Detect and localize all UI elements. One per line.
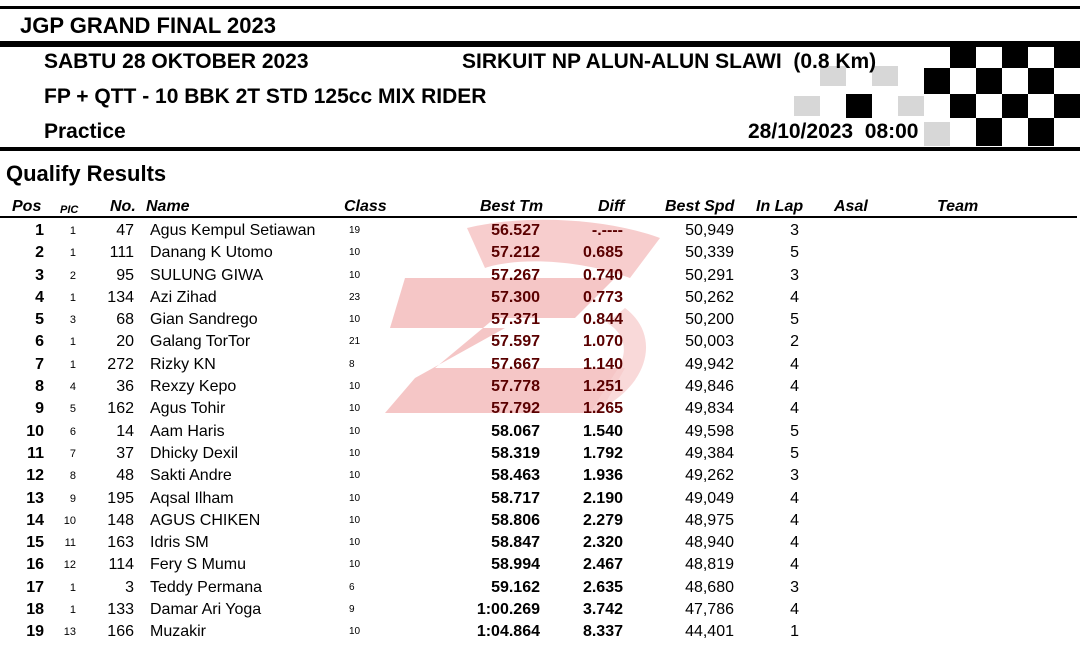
name-cell: SULUNG GIWA — [150, 266, 264, 284]
best-time-cell: 58.067 — [491, 422, 540, 440]
best-time-cell: 58.717 — [491, 489, 540, 507]
pos-cell: 15 — [26, 534, 44, 552]
pic-cell: 10 — [63, 514, 76, 527]
number-cell: 272 — [107, 355, 134, 373]
best-time-cell: 58.463 — [491, 467, 540, 485]
pic-cell: 3 — [69, 314, 76, 327]
diff-cell: 0.685 — [582, 244, 623, 262]
col-header-name: Name — [146, 198, 190, 215]
table-row — [0, 287, 1080, 309]
col-header-team: Team — [937, 198, 979, 215]
diff-cell: 2.320 — [582, 534, 623, 552]
best-speed-cell: 49,846 — [685, 378, 734, 396]
best-time-cell: 58.319 — [491, 444, 540, 462]
class-cell: 19 — [349, 225, 361, 236]
best-speed-cell: 50,003 — [685, 333, 734, 351]
name-cell: Teddy Permana — [150, 578, 263, 596]
in-lap-cell: 4 — [790, 400, 799, 418]
table-row — [0, 220, 1080, 242]
name-cell: Aam Haris — [150, 422, 225, 440]
in-lap-cell: 5 — [790, 422, 799, 440]
class-cell: 10 — [349, 492, 361, 504]
pos-cell: 3 — [35, 266, 44, 284]
pic-cell: 1 — [69, 336, 76, 349]
pic-cell: 6 — [69, 425, 76, 438]
best-speed-cell: 50,339 — [685, 244, 734, 262]
session-name: Practice — [44, 120, 126, 143]
number-cell: 3 — [125, 578, 134, 596]
class-cell: 10 — [349, 403, 361, 415]
table-row — [0, 265, 1080, 287]
pic-cell: 5 — [69, 403, 76, 416]
table-row — [0, 398, 1080, 420]
number-cell: 20 — [116, 333, 134, 351]
best-time-cell: 57.371 — [491, 311, 540, 329]
table-row — [0, 354, 1080, 376]
class-cell: 6 — [349, 581, 355, 593]
best-speed-cell: 44,401 — [685, 623, 734, 641]
number-cell: 48 — [116, 467, 134, 485]
col-header-best-spd: Best Spd — [665, 198, 735, 215]
number-cell: 166 — [107, 623, 134, 641]
table-row — [0, 577, 1080, 599]
class-cell: 10 — [349, 447, 361, 459]
col-header-no: No. — [110, 198, 136, 215]
best-speed-cell: 50,949 — [685, 222, 734, 239]
best-speed-cell: 49,942 — [685, 355, 734, 373]
best-speed-cell: 48,940 — [685, 534, 734, 552]
diff-cell: 2.467 — [582, 556, 623, 574]
event-class: FP + QTT - 10 BBK 2T STD 125cc MIX RIDER — [44, 85, 487, 108]
best-speed-cell: 50,200 — [685, 311, 734, 329]
pic-cell: 1 — [69, 291, 76, 304]
class-cell: 8 — [349, 358, 355, 370]
best-speed-cell: 48,819 — [685, 556, 734, 574]
pos-cell: 14 — [26, 511, 44, 529]
name-cell: Damar Ari Yoga — [150, 601, 262, 619]
table-row — [0, 443, 1080, 465]
name-cell: Rexzy Kepo — [150, 378, 237, 396]
class-cell: 10 — [349, 425, 361, 437]
pos-cell: 19 — [26, 623, 44, 641]
class-cell: 10 — [349, 470, 361, 482]
best-speed-cell: 49,834 — [685, 400, 734, 418]
table-row — [0, 488, 1080, 510]
number-cell: 133 — [107, 601, 134, 619]
pic-cell: 1 — [69, 225, 76, 237]
number-cell: 47 — [116, 222, 134, 239]
pic-cell: 1 — [69, 604, 76, 617]
pos-cell: 17 — [26, 578, 44, 596]
table-row — [0, 242, 1080, 264]
diff-cell: 8.337 — [582, 623, 623, 641]
name-cell: Gian Sandrego — [150, 311, 258, 329]
pic-cell: 1 — [69, 358, 76, 371]
col-header-pos: Pos — [12, 198, 42, 215]
pic-cell: 13 — [63, 626, 76, 639]
section-rule — [0, 147, 1080, 151]
in-lap-cell: 5 — [790, 311, 799, 329]
name-cell: Idris SM — [150, 534, 209, 552]
in-lap-cell: 3 — [790, 467, 799, 485]
circuit-name: SIRKUIT NP ALUN-ALUN SLAWI (0.8 Km) — [462, 50, 877, 73]
pos-cell: 11 — [27, 444, 44, 462]
class-cell: 10 — [349, 514, 361, 526]
in-lap-cell: 4 — [790, 601, 799, 619]
pos-cell: 4 — [35, 288, 44, 306]
results-table — [0, 220, 1080, 644]
number-cell: 68 — [116, 311, 134, 329]
in-lap-cell: 5 — [790, 244, 799, 262]
diff-cell: 2.635 — [582, 578, 623, 596]
diff-cell: 2.279 — [582, 511, 623, 529]
name-cell: Agus Tohir — [150, 400, 226, 418]
best-speed-cell: 49,384 — [685, 444, 734, 462]
pos-cell: 6 — [35, 333, 44, 351]
name-cell: Sakti Andre — [150, 467, 232, 485]
name-cell: Agus Kempul Setiawan — [150, 222, 316, 239]
in-lap-cell: 4 — [790, 378, 799, 396]
pos-cell: 9 — [35, 400, 44, 418]
pos-cell: 7 — [35, 355, 44, 373]
name-cell: Danang K Utomo — [150, 244, 273, 262]
name-cell: Fery S Mumu — [150, 556, 247, 574]
diff-cell: 0.740 — [582, 266, 623, 284]
pos-cell: 10 — [26, 422, 44, 440]
name-cell: Azi Zihad — [150, 288, 217, 306]
class-cell: 23 — [349, 291, 361, 303]
in-lap-cell: 3 — [790, 222, 799, 239]
best-speed-cell: 49,262 — [685, 467, 734, 485]
number-cell: 111 — [109, 244, 134, 262]
number-cell: 162 — [107, 400, 134, 418]
diff-cell: 1.265 — [582, 400, 623, 418]
in-lap-cell: 1 — [790, 623, 799, 641]
pos-cell: 12 — [26, 467, 44, 485]
diff-cell: 1.140 — [582, 355, 623, 373]
diff-cell: 0.773 — [582, 288, 623, 306]
best-time-cell: 57.212 — [491, 244, 540, 262]
col-header-in-lap: In Lap — [756, 198, 804, 215]
table-row — [0, 621, 1080, 643]
pos-cell: 16 — [26, 556, 44, 574]
table-row — [0, 510, 1080, 532]
number-cell: 36 — [116, 378, 134, 396]
number-cell: 37 — [116, 444, 134, 462]
page-title: JGP GRAND FINAL 2023 — [20, 13, 276, 38]
pos-cell: 18 — [26, 601, 44, 619]
best-time-cell: 57.792 — [491, 400, 540, 418]
in-lap-cell: 4 — [790, 288, 799, 306]
diff-cell: 2.190 — [582, 489, 623, 507]
table-row — [0, 532, 1080, 554]
pic-cell: 9 — [69, 492, 76, 505]
best-time-cell: 57.667 — [491, 355, 540, 373]
diff-cell: 1.070 — [582, 333, 623, 351]
pos-cell: 5 — [35, 311, 44, 329]
class-cell: 10 — [349, 381, 361, 393]
pic-cell: 4 — [69, 381, 76, 394]
session-datetime: 28/10/2023 08:00 — [748, 120, 919, 143]
name-cell: AGUS CHIKEN — [150, 511, 261, 529]
table-row — [0, 554, 1080, 576]
col-header-pic: PIC — [60, 204, 79, 216]
col-header-diff: Diff — [598, 198, 625, 215]
in-lap-cell: 3 — [790, 266, 799, 284]
best-time-cell: 57.300 — [491, 288, 540, 306]
best-time-cell: 1:04.864 — [476, 623, 540, 641]
table-row — [0, 421, 1080, 443]
number-cell: 134 — [107, 288, 134, 306]
table-row — [0, 376, 1080, 398]
table-row — [0, 465, 1080, 487]
pos-cell: 1 — [35, 222, 44, 239]
best-time-cell: 56.527 — [491, 222, 540, 239]
diff-cell: 3.742 — [582, 601, 623, 619]
name-cell: Muzakir — [150, 623, 207, 641]
best-time-cell: 59.162 — [491, 578, 540, 596]
best-speed-cell: 50,262 — [685, 288, 734, 306]
table-row — [0, 309, 1080, 331]
diff-cell: 1.251 — [582, 378, 623, 396]
number-cell: 114 — [108, 556, 134, 574]
best-time-cell: 58.806 — [491, 511, 540, 529]
best-time-cell: 57.267 — [491, 266, 540, 284]
in-lap-cell: 4 — [790, 355, 799, 373]
best-speed-cell: 49,598 — [685, 422, 734, 440]
col-header-best-tm: Best Tm — [480, 198, 544, 215]
in-lap-cell: 4 — [790, 489, 799, 507]
number-cell: 195 — [107, 489, 134, 507]
name-cell: Aqsal Ilham — [150, 489, 234, 507]
pic-cell: 11 — [64, 537, 76, 550]
col-header-asal: Asal — [834, 198, 868, 215]
class-cell: 10 — [349, 626, 361, 638]
pic-cell: 2 — [69, 269, 76, 282]
pic-cell: 7 — [69, 447, 76, 460]
class-cell: 10 — [349, 314, 361, 326]
class-cell: 9 — [349, 604, 355, 616]
number-cell: 163 — [107, 534, 134, 552]
class-cell: 10 — [349, 247, 361, 259]
number-cell: 14 — [116, 422, 134, 440]
pic-cell: 12 — [63, 559, 76, 572]
pos-cell: 8 — [35, 378, 44, 396]
best-speed-cell: 48,680 — [685, 578, 734, 596]
name-cell: Galang TorTor — [150, 333, 251, 351]
number-cell: 148 — [107, 511, 134, 529]
pos-cell: 13 — [26, 489, 44, 507]
in-lap-cell: 3 — [790, 578, 799, 596]
best-time-cell: 1:00.269 — [476, 601, 540, 619]
diff-cell: 1.792 — [582, 444, 623, 462]
pic-cell: 1 — [69, 581, 76, 594]
in-lap-cell: 4 — [790, 511, 799, 529]
table-row — [0, 599, 1080, 621]
name-cell: Rizky KN — [150, 355, 216, 373]
diff-cell: -.---- — [591, 222, 623, 239]
top-rule — [0, 6, 1080, 9]
number-cell: 95 — [116, 266, 134, 284]
best-time-cell: 58.994 — [491, 556, 540, 574]
in-lap-cell: 5 — [790, 444, 799, 462]
best-speed-cell: 48,975 — [685, 511, 734, 529]
pic-cell: 1 — [69, 247, 76, 260]
class-cell: 21 — [349, 336, 361, 348]
name-cell: Dhicky Dexil — [150, 444, 239, 462]
pos-cell: 2 — [35, 244, 44, 262]
in-lap-cell: 4 — [790, 556, 799, 574]
class-cell: 10 — [349, 537, 361, 549]
best-time-cell: 57.597 — [491, 333, 540, 351]
diff-cell: 0.844 — [582, 311, 623, 329]
class-cell: 10 — [349, 559, 361, 571]
best-time-cell: 57.778 — [491, 378, 540, 396]
in-lap-cell: 4 — [790, 534, 799, 552]
diff-cell: 1.936 — [582, 467, 623, 485]
in-lap-cell: 2 — [790, 333, 799, 351]
best-time-cell: 58.847 — [491, 534, 540, 552]
event-date: SABTU 28 OKTOBER 2023 — [44, 50, 309, 73]
diff-cell: 1.540 — [582, 422, 623, 440]
pic-cell: 8 — [69, 470, 76, 483]
class-cell: 10 — [349, 269, 361, 281]
table-row — [0, 331, 1080, 353]
best-speed-cell: 49,049 — [685, 489, 734, 507]
col-header-class: Class — [344, 198, 387, 215]
section-title: Qualify Results — [6, 161, 167, 186]
best-speed-cell: 47,786 — [685, 601, 734, 619]
best-speed-cell: 50,291 — [685, 266, 734, 284]
